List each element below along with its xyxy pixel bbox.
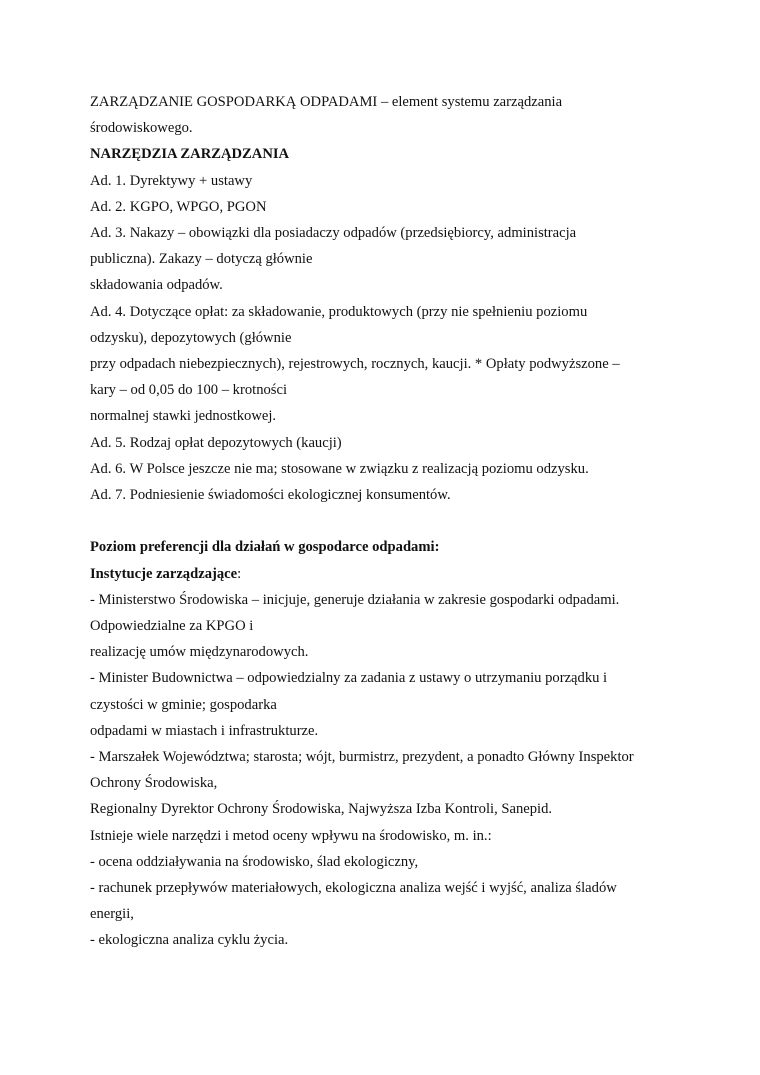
marshal-line-3: Regionalny Dyrektor Ochrony Środowiska, Najwyższa Izba Kontroli, Sanepid. [90, 801, 553, 818]
intro-line-2: środowiskowego. [90, 120, 193, 137]
methods-item-1: - ocena oddziaływania na środowisko, ślad ekologiczny, [90, 853, 419, 870]
preference-heading: Poziom preferencji dla działań w gospodarce odpadami: [90, 539, 440, 556]
methods-item-2-line-1: - rachunek przepływów materiałowych, ekologiczna analiza wejść i wyjść, analiza śladów [90, 880, 617, 897]
ad4-line-4: kary – od 0,05 do 100 – krotności [90, 382, 287, 399]
ad2-text: Ad. 2. KGPO, WPGO, PGON [90, 198, 267, 215]
ad4-line-5: normalnej stawki jednostkowej. [90, 408, 277, 425]
ministry-env-line-3: realizację umów międzynarodowych. [90, 644, 309, 661]
ad7-text: Ad. 7. Podniesienie świadomości ekologicznej konsumentów. [90, 487, 451, 504]
minister-build-line-3: odpadami w miastach i infrastrukturze. [90, 722, 319, 739]
tools-heading: NARZĘDZIA ZARZĄDZANIA [90, 146, 290, 163]
minister-build-line-1: - Minister Budownictwa – odpowiedzialny za zadania z ustawy o utrzymaniu porządku i [90, 670, 608, 687]
minister-build-line-2: czystości w gminie; gospodarka [90, 696, 277, 713]
ad1-text: Ad. 1. Dyrektywy + ustawy [90, 172, 253, 189]
ad3-line-1: Ad. 3. Nakazy – obowiązki dla posiadaczy odpadów (przedsiębiorcy, administracja [90, 225, 577, 242]
ad3-line-3: składowania odpadów. [90, 277, 223, 294]
institutions-colon: : [237, 565, 242, 582]
ad4-line-2: odzysku), depozytowych (głównie [90, 329, 292, 346]
ministry-env-line-2: Odpowiedzialne za KPGO i [90, 618, 254, 635]
ad6-text: Ad. 6. W Polsce jeszcze nie ma; stosowane w związku z realizacją poziomu odzysku. [90, 460, 589, 477]
ad3-line-2: publiczna). Zakazy – dotyczą głównie [90, 251, 313, 268]
marshal-line-2: Ochrony Środowiska, [90, 775, 218, 792]
methods-intro: Istnieje wiele narzędzi i metod oceny wpływu na środowisko, m. in.: [90, 827, 492, 844]
ad4-line-3: przy odpadach niebezpiecznych), rejestrowych, rocznych, kaucji. * Opłaty podwyższone – [90, 356, 620, 373]
paragraph-gap [90, 508, 680, 534]
intro-line-1: ZARZĄDZANIE GOSPODARKĄ ODPADAMI – element systemu zarządzania [90, 94, 563, 110]
institutions-heading-line [90, 561, 680, 587]
ad4-line-1: Ad. 4. Dotyczące opłat: za składowanie, produktowych (przy nie spełnieniu poziomu [90, 303, 588, 320]
methods-item-2-line-2: energii, [90, 906, 134, 923]
ministry-env-line-1: - Ministerstwo Środowiska – inicjuje, generuje działania w zakresie gospodarki odpadami. [90, 591, 620, 608]
marshal-line-1: - Marszałek Województwa; starosta; wójt, burmistrz, prezydent, a ponadto Główny Inspektor [90, 749, 634, 766]
ad5-text: Ad. 5. Rodzaj opłat depozytowych (kaucji) [90, 434, 342, 451]
methods-item-3: - ekologiczna analiza cyklu życia. [90, 932, 289, 949]
institutions-heading: Instytucje zarządzające [90, 565, 238, 582]
document-body [90, 89, 680, 954]
